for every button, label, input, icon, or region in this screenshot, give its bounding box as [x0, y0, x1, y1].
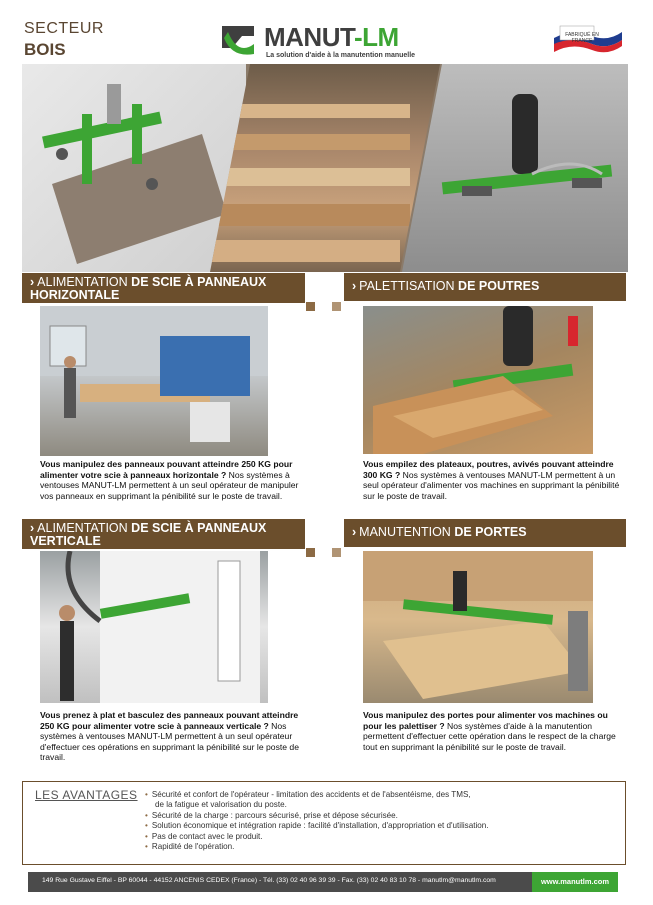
advantages-title: LES AVANTAGES [35, 788, 138, 802]
section-text-beam-palletizing: Vous empilez des plateaux, poutres, avivés pouvant atteindre 300 KG ? Nos systèmes à ventouses MANUT-LM permettent à un seul opérateur d'alimenter vos machines en supprimant la pénibilité sur le poste de travail. [363, 459, 620, 501]
logo-tagline: La solution d'aide à la manutention manuelle [266, 52, 416, 59]
logo-mark-icon [218, 22, 258, 58]
section-text-horizontal-saw: Vous manipulez des panneaux pouvant atteindre 250 KG pour alimenter votre scie à panneaux horizontale ? Nos systèmes à ventouses MANUT-LM permettent à un seul opérateur de manipuler vos panneaux en supprimant la pénibilité sur le poste de travail. [40, 459, 299, 501]
section-text-door-handling: Vous manipulez des portes pour alimenter vos machines ou pour les palettiser ? Nos systèmes d'aide à la manutention permettent d'effectuer cette opération dans le respect de la charge tout en supprimant la pénibilité sur le poste de travail. [363, 710, 616, 752]
photo-door-handling [363, 551, 593, 703]
section-header-door-handling: › MANUTENTION DE PORTES [344, 519, 626, 547]
page-footer [28, 872, 618, 892]
list-item: • Solution économique et intégration rapide : facilité d'installation, d'appropriation et d'utilisation. [145, 821, 489, 831]
made-in-france-badge [552, 24, 624, 58]
logo-name: MANUT-LM [264, 22, 399, 52]
list-item: • Rapidité de l'opération. [145, 842, 235, 852]
footer-address: 149 Rue Gustave Eiffel - BP 60044 - 44152 ANCENIS CEDEX (France) - Tél. (33) 02 40 96 39 39 - Fax. (33) 02 40 83 10 78 - manutlm@manutlm.com [42, 877, 496, 884]
section-text-vertical-saw: Vous prenez à plat et basculez des panneaux pouvant atteindre 250 KG pour alimenter votre scie à panneaux verticale ? Nos systèmes à ventouses MANUT-LM permettent à un seul opérateur d'effectuer ces opérations en supprimant la pénibilité sur le poste de travail. [40, 710, 299, 763]
sector-name: BOIS [24, 40, 66, 59]
section-header-horizontal-saw: › ALIMENTATION DE SCIE À PANNEAUX HORIZONTALE [22, 273, 305, 303]
manutlm-logo [218, 22, 438, 62]
divider-square [332, 302, 341, 311]
list-item: de la fatigue et valorisation du poste. [155, 800, 287, 810]
advantages-list [145, 790, 489, 852]
list-item: • Sécurité de la charge : parcours sécurisé, prise et dépose sécurisée. [145, 810, 398, 820]
divider-square [332, 548, 341, 557]
hero-banner [22, 64, 628, 272]
banner-panel-lifter-image [22, 64, 246, 272]
section-header-vertical-saw: › ALIMENTATION DE SCIE À PANNEAUX VERTICALE [22, 519, 305, 549]
advantages-box [22, 781, 626, 865]
list-item: • Pas de contact avec le produit. [145, 831, 263, 841]
banner-wood-stack-image [210, 64, 440, 272]
banner-vacuum-lifter-image [402, 64, 628, 272]
divider-square [306, 548, 315, 557]
sector-label: SECTEUR [24, 20, 104, 37]
page-header [0, 0, 653, 62]
photo-beam-palletizing [363, 306, 593, 454]
section-header-beam-palletizing: › PALETTISATION DE POUTRES [344, 273, 626, 301]
flag-text: FABRIQUÉ EN FRANCE [565, 32, 599, 44]
divider-square [306, 302, 315, 311]
photo-vertical-saw [40, 551, 268, 703]
photo-horizontal-saw [40, 306, 268, 456]
list-item: • Sécurité et confort de l'opérateur - limitation des accidents et de l'absentéisme, des TMS, [145, 790, 471, 799]
website-link[interactable]: www.manutlm.com [532, 872, 618, 892]
